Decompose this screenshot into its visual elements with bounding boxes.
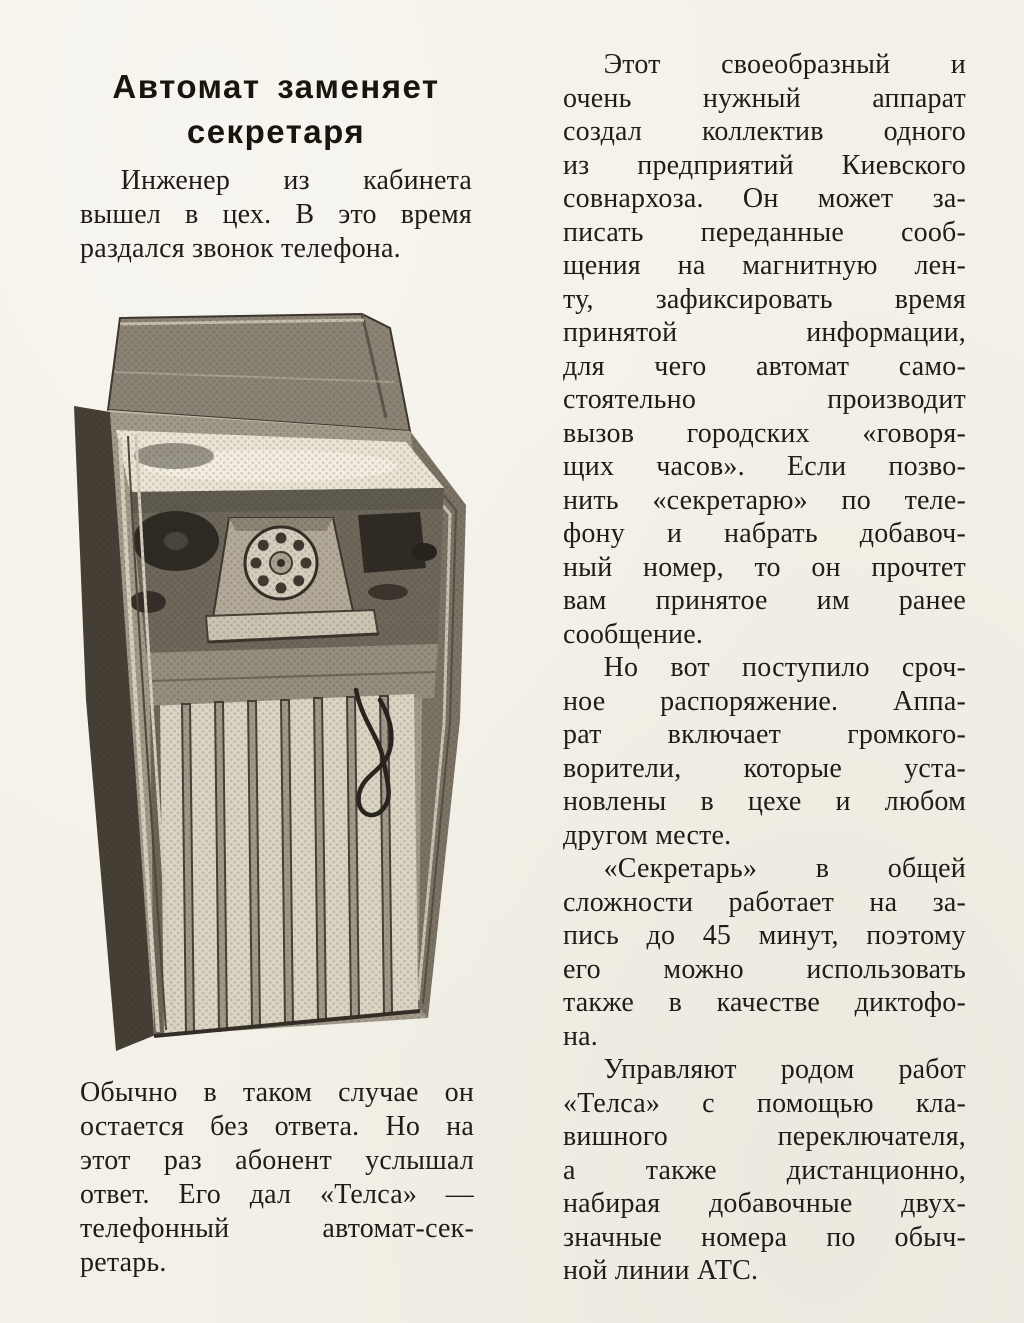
text-line: писать переданные сооб- [563, 216, 966, 248]
text-line: другом месте. [563, 819, 732, 851]
text-line: ной линии АТС. [563, 1255, 759, 1286]
text-line: для чего автомат само- [563, 350, 966, 382]
text-line: Но вот поступило сроч- [603, 652, 966, 683]
text-line: набирая добавочные двух- [563, 1188, 966, 1219]
text-line: новлены в цехе и любом [563, 786, 966, 817]
text-line: из предприятий Киевского [563, 149, 966, 181]
photo-telsa-machine [58, 300, 482, 1070]
text-line: вызов городских «говоря- [563, 417, 966, 449]
text-line: щения на магнитную лен- [563, 250, 966, 281]
text-line: значные номера по обыч- [563, 1221, 966, 1253]
text-line: совнархоза. Он может за- [563, 183, 966, 214]
text-line: «Телса» с помощью кла- [563, 1087, 966, 1119]
text-line: нить «секретарю» по теле- [563, 484, 966, 516]
intro-paragraph [80, 164, 472, 266]
text-line: ретарь. [80, 1247, 167, 1278]
text-line: вышел в цех. В это время [80, 199, 472, 230]
title-line: секретаря [186, 113, 366, 150]
text-line: Инженер из кабинета [120, 165, 472, 196]
text-line: сложности работает на за- [563, 886, 966, 918]
text-line: а также дистанционно, [563, 1154, 966, 1186]
text-line: ответ. Его дал «Телса» — [80, 1179, 474, 1210]
paragraph [563, 1053, 966, 1288]
text-line: рат включает громкого- [563, 719, 966, 750]
title-line: Автомат заменяет [112, 68, 440, 105]
text-line: очень нужный аппарат [563, 82, 966, 114]
paragraph [80, 164, 472, 266]
text-line: Обычно в таком случае он [80, 1077, 474, 1108]
right-column [563, 48, 966, 1288]
text-line: щих часов». Если позво- [563, 451, 966, 482]
text-line: ный номер, то он прочтет [563, 551, 966, 583]
text-line: вишного переключателя, [563, 1121, 966, 1152]
halftone-overlay [58, 300, 482, 1070]
text-line: ту, зафиксировать время [563, 283, 966, 315]
paragraph [563, 852, 966, 1053]
text-line: Управляют родом работ [603, 1054, 966, 1085]
article-title [80, 64, 472, 154]
text-line: стоятельно производит [563, 384, 966, 415]
caption-paragraph [80, 1076, 474, 1280]
paragraph [563, 48, 966, 651]
text-line: вам принятое им ранее [563, 585, 966, 616]
text-line: его можно использовать [563, 953, 966, 985]
text-line: пись до 45 минут, поэтому [563, 920, 966, 951]
text-line: создал коллектив одного [563, 116, 966, 147]
text-line: сообщение. [563, 618, 704, 650]
text-line: «Секретарь» в общей [603, 853, 966, 884]
text-line: телефонный автомат-сек- [80, 1213, 474, 1244]
text-line: Этот своеобразный и [603, 49, 966, 80]
text-line: раздался звонок телефона. [80, 233, 401, 264]
text-line: также в качестве диктофо- [563, 987, 966, 1018]
text-line: ное распоряжение. Аппа- [563, 685, 966, 717]
paragraph [563, 651, 966, 852]
paragraph [80, 1076, 474, 1280]
halftone-photo [58, 300, 482, 1070]
text-line: остается без ответа. Но на [80, 1111, 474, 1142]
text-line: фону и набрать добавоч- [563, 518, 966, 549]
text-line: на. [563, 1020, 599, 1052]
text-line: принятой информации, [563, 317, 966, 348]
text-line: этот раз абонент услышал [80, 1145, 474, 1176]
text-line: ворители, которые уста- [563, 752, 966, 784]
